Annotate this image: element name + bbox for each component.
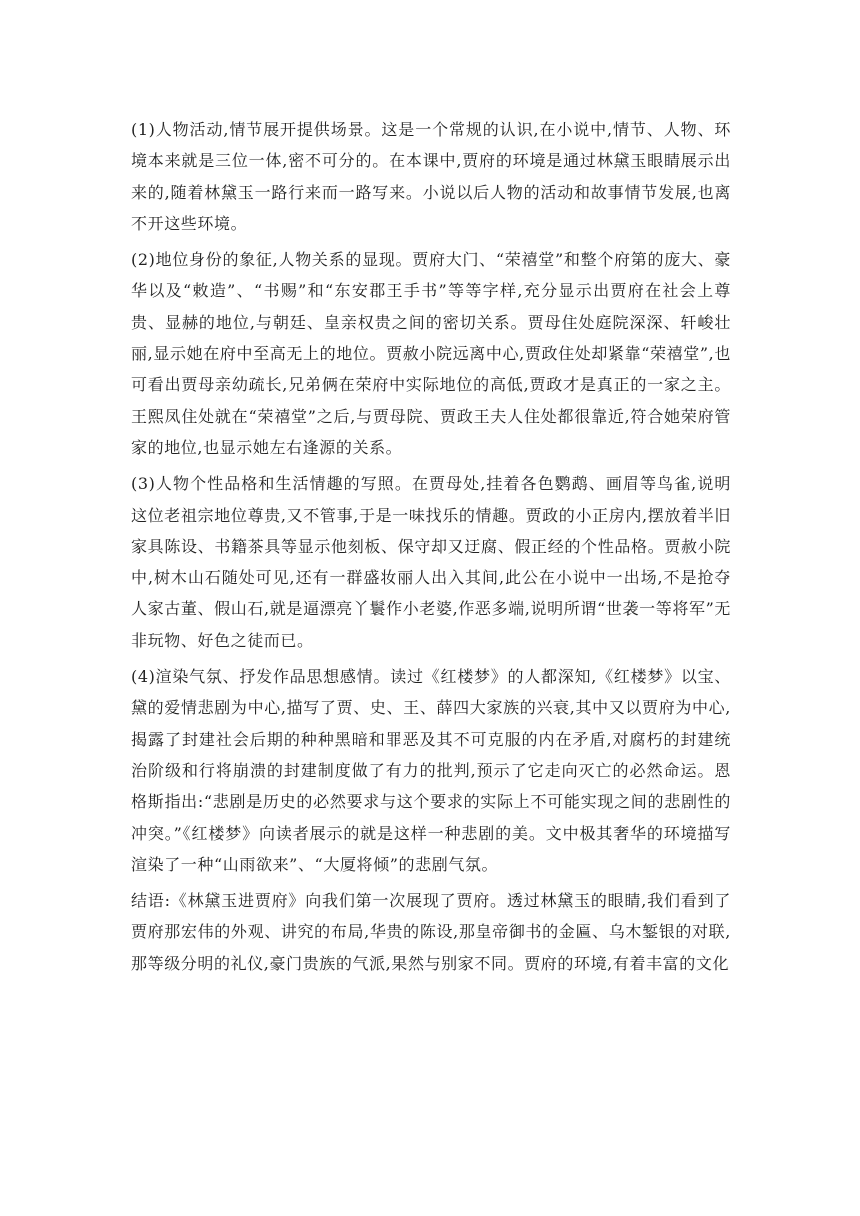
document-body: [131, 114, 731, 984]
paragraph-role-of-environment-3: (3)人物个性品格和生活情趣的写照。在贾母处,挂着各色鹦鹉、画眉等鸟雀,说明这位老祖宗地位尊贵,又不管事,于是一味找乐的情趣。贾政的小正房内,摆放着半旧家具陈设、书籍茶具等显示他刻板、保守却又迂腐、假正经的个性品格。贾赦小院中,树木山石随处可见,还有一群盛妆丽人出入其间,此公在小说中一出场,不是抢夺人家古董、假山石,就是逼漂亮丫鬟作小老婆,作恶多端,说明所谓“世袭一等将军”无非玩物、好色之徒而已。: [131, 474, 731, 650]
paragraph-role-of-environment-4: (4)渲染气氛、抒发作品思想感情。读过《红楼梦》的人都深知,《红楼梦》以宝、黛的爱情悲剧为中心,描写了贾、史、王、薛四大家族的兴衰,其中又以贾府为中心,揭露了封建社会后期的种种黑暗和罪恶及其不可克服的内在矛盾,对腐朽的封建统治阶级和行将崩溃的封建制度做了有力的批判,预示了它走向灭亡的必然命运。恩格斯指出:“悲剧是历史的必然要求与这个要求的实际上不可能实现之间的悲剧性的冲突。”《红楼梦》向读者展示的就是这样一种悲剧的美。文中极其奢华的环境描写渲染了一种“山雨欲来”、“大厦将倾”的悲剧气氛。: [131, 667, 731, 874]
paragraph-role-of-environment-2: (2)地位身份的象征,人物关系的显现。贾府大门、“荣禧堂”和整个府第的庞大、豪华以及“敕造”、“书赐”和“东安郡王手书”等等字样,充分显示出贾府在社会上尊贵、显赫的地位,与朝廷、皇亲权贵之间的密切关系。贾母住处庭院深深、轩峻壮丽,显示她在府中至高无上的地位。贾赦小院远离中心,贾政住处却紧靠“荣禧堂”,也可看出贾母亲幼疏长,兄弟俩在荣府中实际地位的高低,贾政才是真正的一家之主。王熙凤住处就在“荣禧堂”之后,与贾母院、贾政王夫人住处都很靠近,符合她荣府管家的地位,也显示她左右逢源的关系。: [131, 250, 731, 457]
paragraph-role-of-environment-1: (1)人物活动,情节展开提供场景。这是一个常规的认识,在小说中,情节、人物、环境本来就是三位一体,密不可分的。在本课中,贾府的环境是通过林黛玉眼睛展示出来的,随着林黛玉一路行来而一路写来。小说以后人物的活动和故事情节发展,也离不开这些环境。: [131, 120, 731, 233]
paragraph-conclusion: 结语:《林黛玉进贾府》向我们第一次展现了贾府。透过林黛玉的眼睛,我们看到了贾府那宏伟的外观、讲究的布局,华贵的陈设,那皇帝御书的金匾、乌木錾银的对联,那等级分明的礼仪,豪门贵族的气派,果然与别家不同。贾府的环境,有着丰富的文化: [131, 891, 731, 973]
